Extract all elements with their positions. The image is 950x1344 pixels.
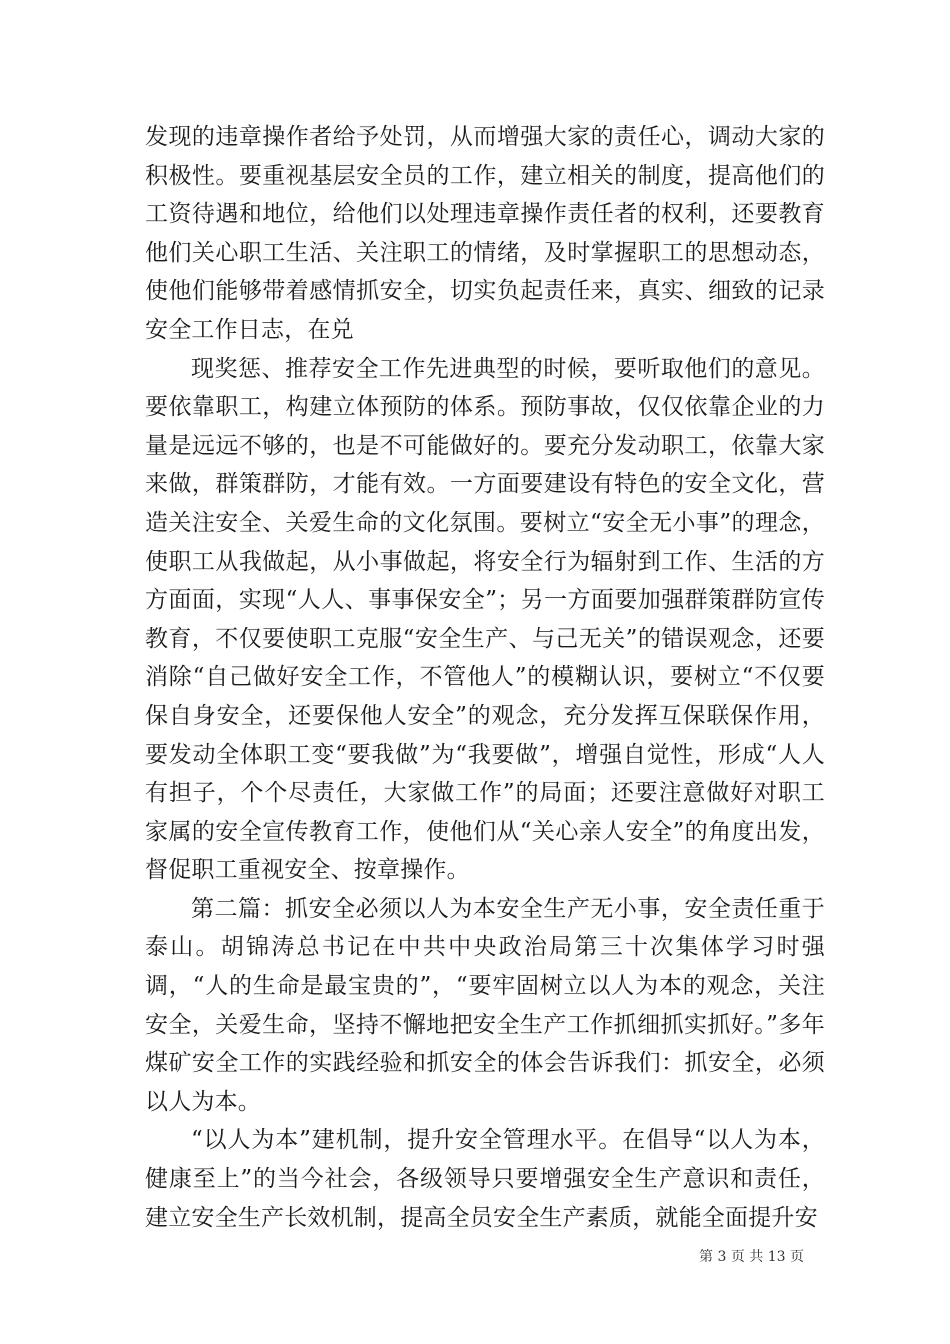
document-body bbox=[145, 118, 825, 1237]
paragraph-1: 发现的违章操作者给予处罚，从而增强大家的责任心，调动大家的积极性。要重视基层安全员的工作，建立相关的制度，提高他们的工资待遇和地位，给他们以处理违章操作责任者的权利，还要教育他们关心职工生活、关注职工的情绪，及时掌握职工的思想动态，使他们能够带着感情抓安全，切实负起责任来，真实、细致的记录安全工作日志，在兑 bbox=[145, 124, 825, 343]
paragraph-3: 第二篇：抓安全必须以人为本安全生产无小事，安全责任重于泰山。胡锦涛总书记在中共中央政治局第三十次集体学习时强调，“人的生命是最宝贵的”，“要牢固树立以人为本的观念，关注安全，关爱生命，坚持不懈地把安全生产工作抓细抓实抓好。”多年煤矿安全工作的实践经验和抓安全的体会告诉我们：抓安全，必须以人为本。 bbox=[145, 895, 825, 1115]
paragraph-2: 现奖惩、推荐安全工作先进典型的时候，要听取他们的意见。要依靠职工，构建立体预防的体系。预防事故，仅仅依靠企业的力量是远远不够的，也是不可能做好的。要充分发动职工，依靠大家来做，群策群防，才能有效。一方面要建设有特色的安全文化，营造关注安全、关爱生命的文化氛围。要树立“安全无小事”的理念，使职工从我做起，从小事做起，将安全行为辐射到工作、生活的方方面面，实现“人人、事事保安全”；另一方面要加强群策群防宣传教育，不仅要使职工克服“安全生产、与己无关”的错误观念，还要消除“自己做好安全工作，不管他人”的模糊认识，要树立“不仅要保自身安全，还要保他人安全”的观念，充分发挥互保联保作用，要发动全体职工变“要我做”为“我要做”，增强自觉性，形成“人人有担子，个个尽责任，大家做工作”的局面；还要注意做好对职工家属的安全宣传教育工作，使他们从“关心亲人安全”的角度出发，督促职工重视安全、按章操作。 bbox=[145, 355, 825, 884]
page-number: 第 3 页 共 13 页 bbox=[699, 1249, 804, 1265]
paragraph-4: “以人为本”建机制，提升安全管理水平。在倡导“以人为本，健康至上”的当今社会，各级领导只要增强安全生产意识和责任，建立安全生产长效机制，提高全员安全生产素质，就能全面提升安 bbox=[145, 1127, 825, 1231]
